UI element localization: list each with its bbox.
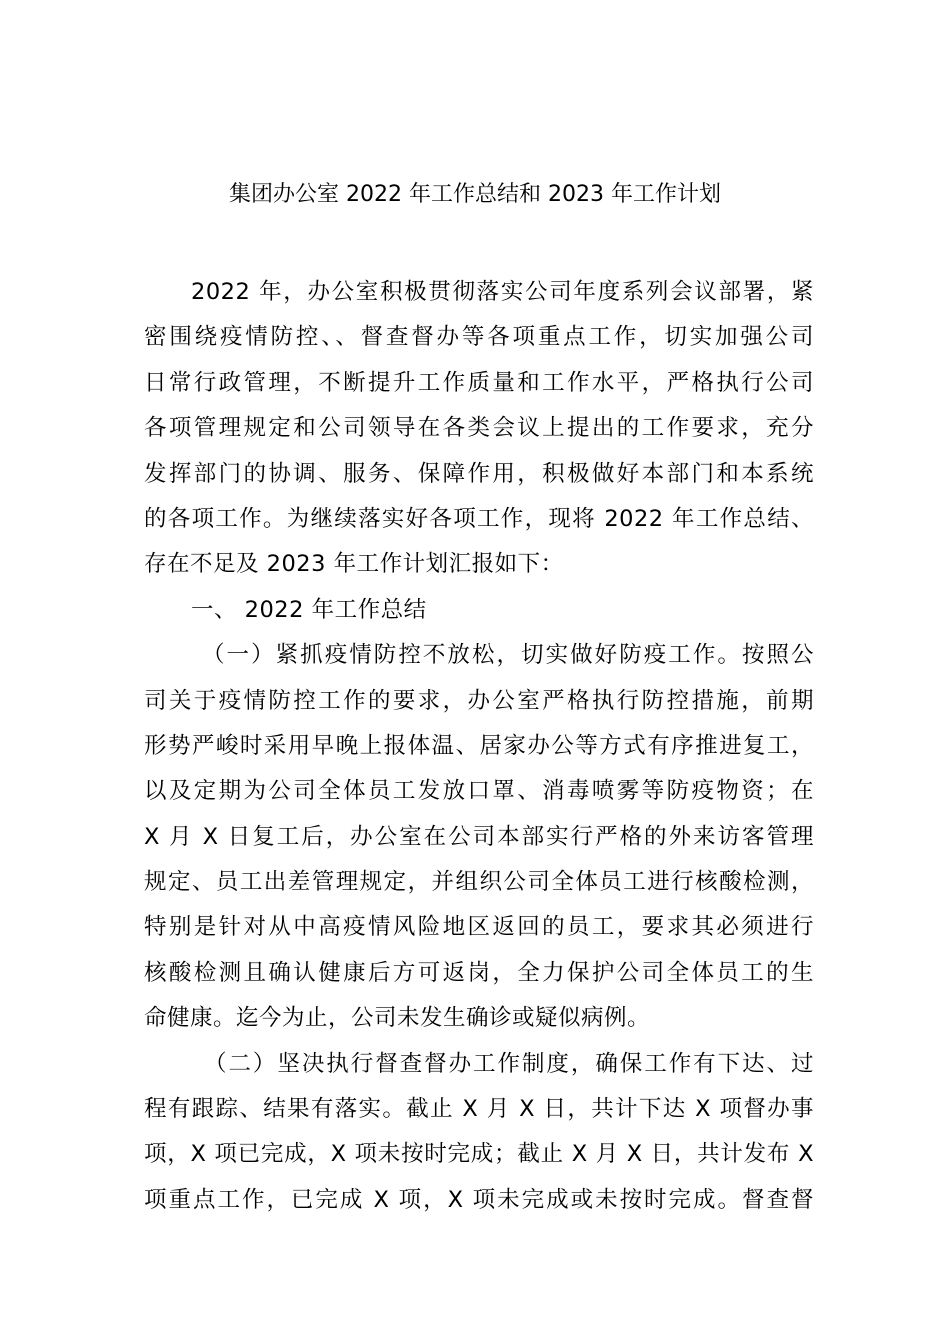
text-line: 特别是针对从中高疫情风险地区返回的员工，要求其必须进行 <box>144 914 814 941</box>
text-line: （一）紧抓疫情防控不放松，切实做好防疫工作。按照公 <box>202 642 814 669</box>
document-body <box>144 270 814 1223</box>
text-line: 命健康。迄今为止，公司未发生确诊或疑似病例。 <box>144 1005 651 1032</box>
text-line: X 月 X 日复工后，办公室在公司本部实行严格的外来访客管理 <box>144 823 814 850</box>
text-line: 2022 年，办公室积极贯彻落实公司年度系列会议部署，紧 <box>191 279 814 305</box>
text-line: 以及定期为公司全体员工发放口罩、消毒喷雾等防疫物资；在 <box>144 778 814 805</box>
text-line: 司关于疫情防控工作的要求，办公室严格执行防控措施，前期 <box>144 687 814 714</box>
text-line: 核酸检测且确认健康后方可返岗，全力保护公司全体员工的生 <box>144 959 814 986</box>
text-line: 规定、员工出差管理规定，并组织公司全体员工进行核酸检测， <box>144 869 814 896</box>
text-line: 项，X 项已完成，X 项未按时完成；截止 X 月 X 日，共计发布 X <box>144 1141 814 1168</box>
text-line: （二）坚决执行督查督办工作制度，确保工作有下达、过 <box>204 1050 814 1077</box>
text-line: 程有跟踪、结果有落实。截止 X 月 X 日，共计下达 X 项督办事 <box>144 1096 814 1123</box>
text-line: 形势严峻时采用早晚上报体温、居家办公等方式有序推进复工， <box>144 732 814 759</box>
text-line: 的各项工作。为继续落实好各项工作，现将 2022 年工作总结、 <box>144 505 814 532</box>
text-line: 发挥部门的协调、服务、保障作用，积极做好本部门和本系统 <box>144 460 814 487</box>
text-line: 存在不足及 2023 年工作计划汇报如下： <box>144 551 564 578</box>
section-heading: 一、 2022 年工作总结 <box>191 596 427 623</box>
document-title: 集团办公室 2022 年工作总结和 2023 年工作计划 <box>229 182 721 207</box>
text-line: 项重点工作，已完成 X 项，X 项未完成或未按时完成。督查督 <box>144 1186 814 1213</box>
text-line: 密围绕疫情防控、、督查督办等各项重点工作，切实加强公司 <box>144 324 814 351</box>
text-line: 各项管理规定和公司领导在各类会议上提出的工作要求，充分 <box>144 415 814 442</box>
text-line: 日常行政管理，不断提升工作质量和工作水平，严格执行公司 <box>144 369 814 396</box>
